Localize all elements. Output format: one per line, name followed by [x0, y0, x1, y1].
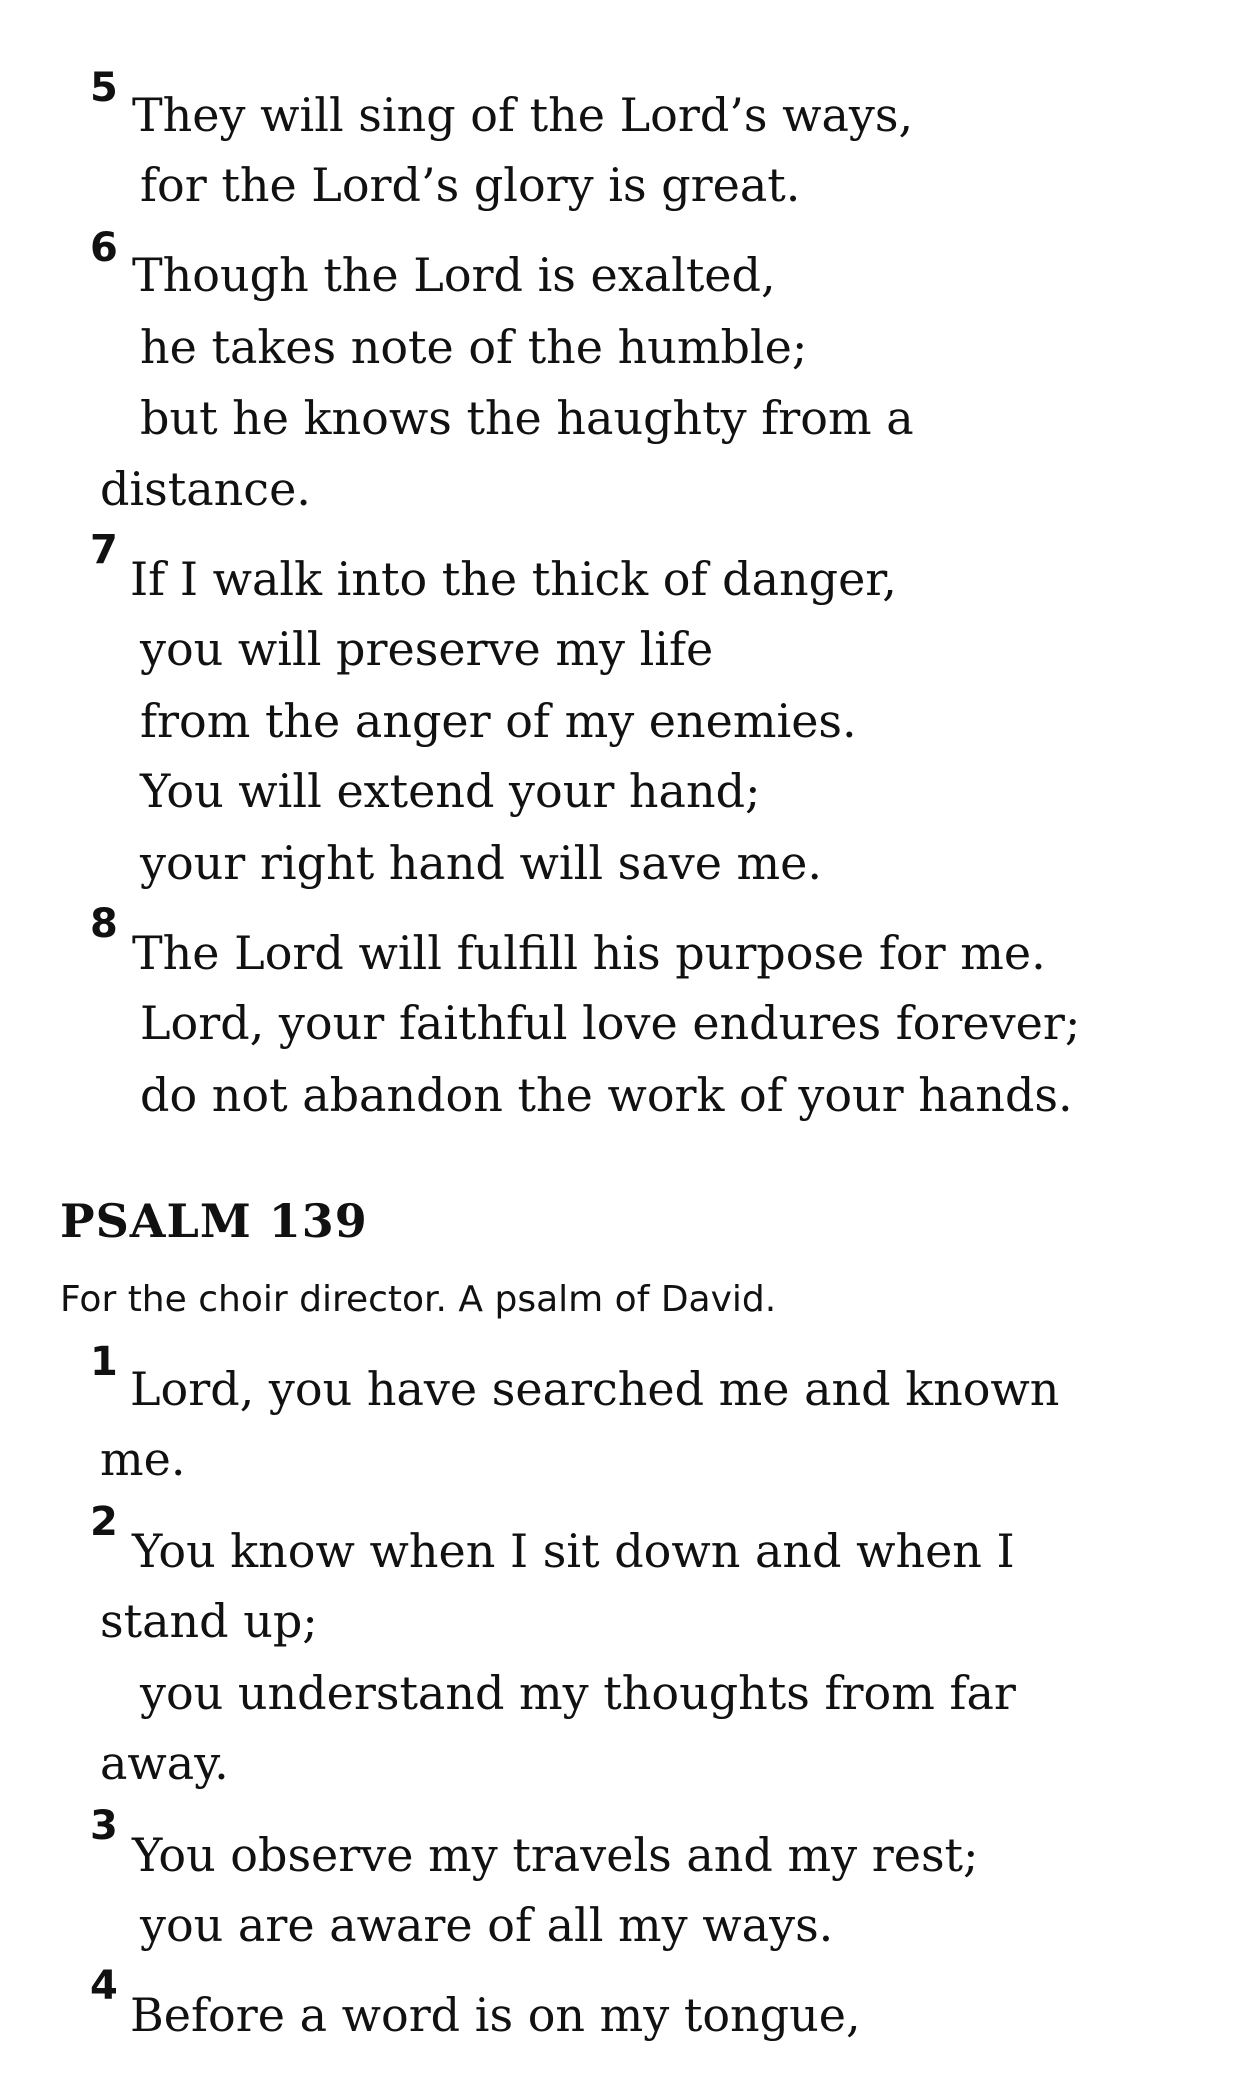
- verse-line: you will preserve my life: [140, 622, 714, 676]
- verse-line: for the Lord’s glory is great.: [140, 158, 801, 212]
- verse-number: 2: [90, 1499, 118, 1545]
- verse-line: stand up;: [100, 1594, 318, 1648]
- verse-line: If I walk into the thick of danger,: [130, 552, 897, 606]
- verse-number: 1: [90, 1339, 118, 1385]
- verse-line: but he knows the haughty from a: [140, 391, 914, 445]
- verse-line: me.: [100, 1432, 186, 1486]
- psalm-title: PSALM 139: [60, 1194, 368, 1248]
- verse-line: They will sing of the Lord’s ways,: [132, 88, 914, 142]
- verse-line: distance.: [100, 462, 311, 516]
- verse-line: do not abandon the work of your hands.: [140, 1068, 1073, 1122]
- verse-line: You observe my travels and my rest;: [132, 1828, 979, 1882]
- verse-line: The Lord will fulfill his purpose for me.: [132, 926, 1046, 980]
- verse-line: Though the Lord is exalted,: [132, 248, 776, 302]
- verse-line: away.: [100, 1736, 229, 1790]
- verse-line: You know when I sit down and when I: [132, 1524, 1015, 1578]
- verse-line: You will extend your hand;: [140, 764, 761, 818]
- verse-number: 6: [90, 225, 118, 271]
- verse-line: from the anger of my enemies.: [140, 694, 857, 748]
- verse-line: he takes note of the humble;: [140, 320, 808, 374]
- verse-line: you understand my thoughts from far: [140, 1666, 1016, 1720]
- verse-line: Before a word is on my tongue,: [130, 1988, 861, 2042]
- verse-number: 4: [90, 1963, 118, 2009]
- verse-number: 5: [90, 65, 118, 111]
- psalm-subtitle: For the choir director. A psalm of David.: [60, 1279, 777, 1320]
- verse-line: your right hand will save me.: [140, 836, 823, 890]
- verse-line: Lord, your faithful love endures forever;: [140, 996, 1081, 1050]
- verse-line: Lord, you have searched me and known: [130, 1362, 1060, 1416]
- verse-number: 3: [90, 1803, 118, 1849]
- verse-line: you are aware of all my ways.: [140, 1898, 834, 1952]
- verse-number: 7: [90, 527, 118, 573]
- verse-number: 8: [90, 901, 118, 947]
